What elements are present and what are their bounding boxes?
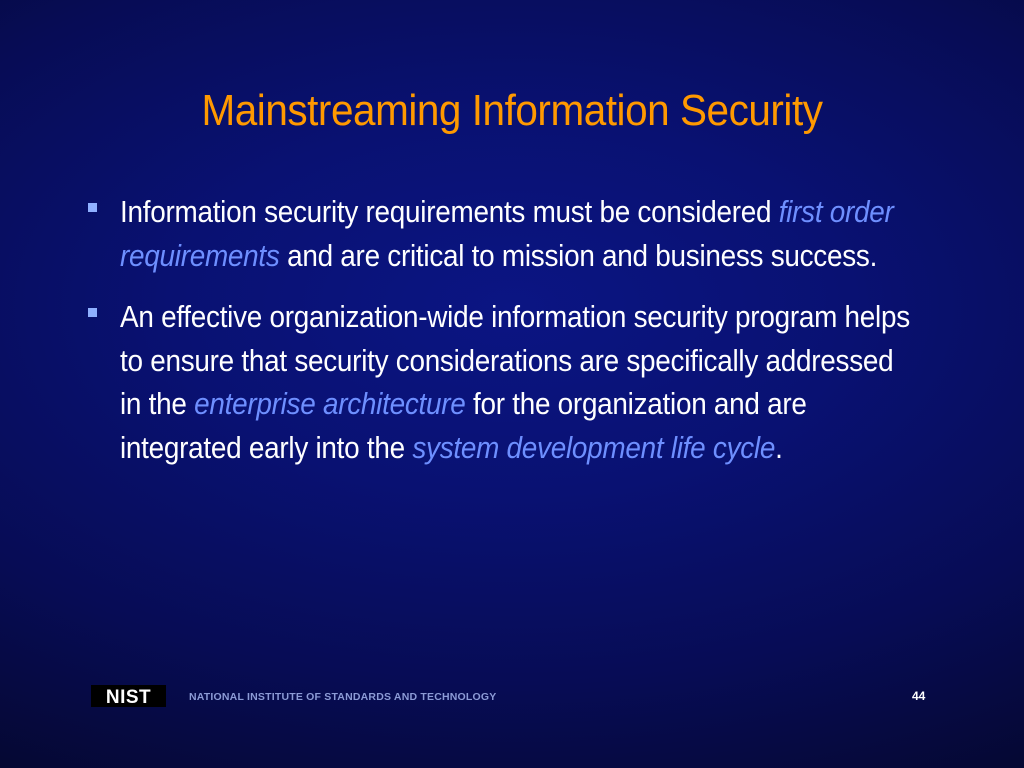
emphasis-text: first order requirements — [120, 194, 894, 273]
svg-text:NIST: NIST — [105, 687, 152, 707]
bullet-text: Information security requirements must be considered first order requirements and are critical to mission and business success. — [120, 194, 894, 273]
emphasis-text: enterprise architecture — [194, 386, 466, 421]
slide-title: Mainstreaming Information Security — [201, 86, 823, 135]
footer-org-name: NATIONAL INSTITUTE OF STANDARDS AND TECHNOLOGY — [189, 691, 497, 703]
bullet-item — [88, 190, 948, 277]
square-bullet-icon — [88, 203, 97, 212]
page-number: 44 — [912, 689, 926, 703]
bullet-item — [88, 295, 948, 469]
bullet-text: An effective organization-wide information security program helps to ensure that security considerations are specifically addressed in the enterprise architecture for the organization and are integrated early into the system development life cycle. — [120, 299, 910, 465]
nist-logo — [91, 685, 166, 707]
bullet-list — [88, 190, 948, 487]
emphasis-text: system development life cycle — [412, 429, 776, 465]
square-bullet-icon — [88, 308, 97, 317]
